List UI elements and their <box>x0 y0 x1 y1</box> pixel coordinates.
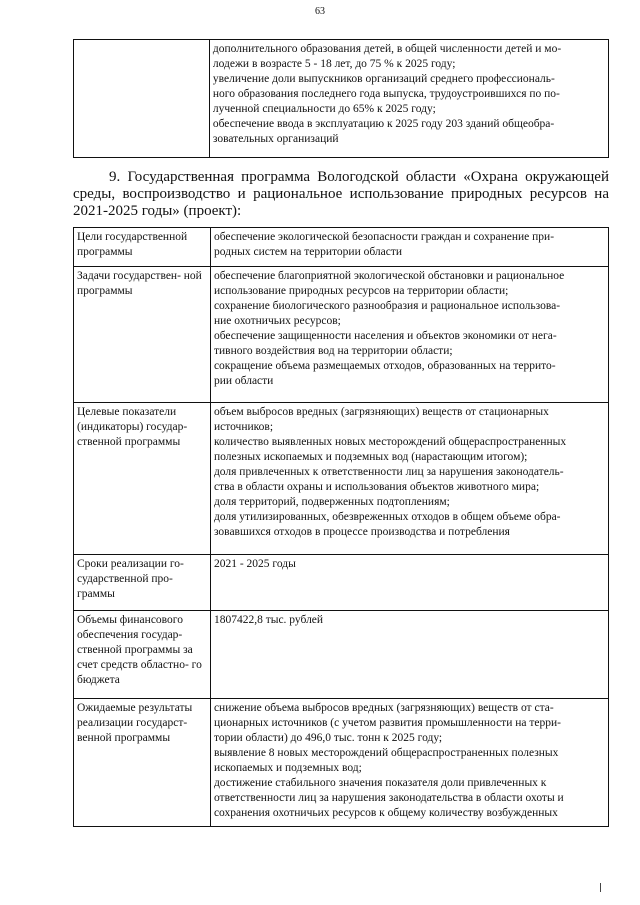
text-line: 1807422,8 тыс. рублей <box>213 614 324 626</box>
text-line: объем выбросов вредных (загрязняющих) веществ от стационарных <box>213 406 549 418</box>
page-number: 63 <box>315 6 325 17</box>
table-row <box>74 403 609 555</box>
text-line: ства в области охраны и использования объектов животного мира; <box>213 481 540 493</box>
text-line: сохранение биологического разнообразия и рациональное использова- <box>213 300 561 312</box>
row-label: Задачи государствен- ной программы <box>74 267 211 403</box>
text-line: тивного воздействия вод на территории области; <box>213 345 453 357</box>
text-line: полезных ископаемых и подземных вод (нарастающим итогом); <box>213 451 528 463</box>
continuation-table <box>73 39 609 158</box>
continuation-content-cell <box>209 40 608 158</box>
text-line: сохранения охотничьих ресурсов к общему количеству возбужденных <box>213 807 558 819</box>
text-line: сокращение объема размещаемых отходов, образованных на террито- <box>213 360 556 372</box>
scan-edge-mark <box>600 883 601 892</box>
row-label: Целевые показатели (индикаторы) государ- ственной программы <box>74 403 211 555</box>
text-line: использование природных ресурсов на территории области; <box>213 285 509 297</box>
table-row <box>74 555 609 611</box>
section-number: 9. <box>109 169 121 185</box>
text-line: источников; <box>213 421 274 433</box>
text-line: доля утилизированных, обезвреженных отходов в общем объеме обра- <box>213 511 561 523</box>
text-line: 2021 - 2025 годы <box>213 558 296 570</box>
text-line: ответственности лиц за нарушения законодательства в области охоты и <box>213 792 564 804</box>
row-label: Объемы финансового обеспечения государ- ственной программы за счет средств областно- го бюджета <box>74 611 211 699</box>
row-content <box>210 699 608 827</box>
text-line: тории области) до 496,0 тыс. тонн к 2025 году; <box>213 732 443 744</box>
text-line: зовательных организаций <box>212 133 339 145</box>
text-line: дополнительного образования детей, в общей численности детей и мо- <box>212 43 562 55</box>
table-row <box>74 267 609 403</box>
row-content <box>210 267 608 403</box>
text-line: лодежи в возрасте 5 - 18 лет, до 75 % к 2025 году; <box>212 58 456 70</box>
row-content <box>210 555 608 611</box>
text-line: ционарных источников (с учетом развития промышленности на терри- <box>213 717 561 729</box>
row-label: Ожидаемые результаты реализации государст- венной программы <box>74 699 211 827</box>
row-label: Цели государственной программы <box>74 228 211 267</box>
text-line: обеспечение ввода в эксплуатацию к 2025 году 203 зданий общеобра- <box>212 118 555 130</box>
text-line: ископаемых и подземных вод; <box>213 762 362 774</box>
table-row <box>74 228 609 267</box>
section-title <box>73 169 609 220</box>
text-line: ного образования последнего года выпуска, трудоустроившихся по по- <box>212 88 560 100</box>
text-line: родных систем на территории области <box>213 246 403 258</box>
text-line: рии области <box>213 375 274 387</box>
row-label: Сроки реализации го- сударственной про- граммы <box>74 555 211 611</box>
text-line: лученной специальности до 65% к 2025 году; <box>212 103 436 115</box>
program-passport-table <box>73 227 609 827</box>
row-content <box>210 228 608 267</box>
text-line: выявление 8 новых месторождений общераспространенных полезных <box>213 747 559 759</box>
text-line: количество выявленных новых месторождений общераспространенных <box>213 436 567 448</box>
text-line: увеличение доли выпускников организаций среднего профессиональ- <box>212 73 555 85</box>
table-row <box>74 699 609 827</box>
row-content <box>210 611 608 699</box>
text-line: обеспечение защищенности населения и объектов экономики от нега- <box>213 330 557 342</box>
row-content <box>210 403 608 555</box>
text-line: обеспечение благоприятной экологической обстановки и рациональное <box>213 270 565 282</box>
text-line: доля привлеченных к ответственности лиц за нарушения законодатель- <box>213 466 564 478</box>
table-row <box>74 611 609 699</box>
continuation-row <box>74 40 609 158</box>
section-title-text: Государственная программа Вологодской области «Охрана окружающей среды, воспроизводство и рациональное использование природных ресурсов на 2021-2025 годы» (проект): <box>73 169 609 219</box>
text-line: доля территорий, подверженных подтоплениям; <box>213 496 450 508</box>
text-line: ние охотничьих ресурсов; <box>213 315 341 327</box>
text-line: достижение стабильного значения показателя доли привлеченных к <box>213 777 547 789</box>
text-line: обеспечение экологической безопасности граждан и сохранение при- <box>213 231 555 243</box>
text-line: зовавшихся отходов в процессе производства и потребления <box>213 526 510 538</box>
continuation-label-cell <box>74 40 210 158</box>
text-line: снижение объема выбросов вредных (загрязняющих) веществ от ста- <box>213 702 554 714</box>
